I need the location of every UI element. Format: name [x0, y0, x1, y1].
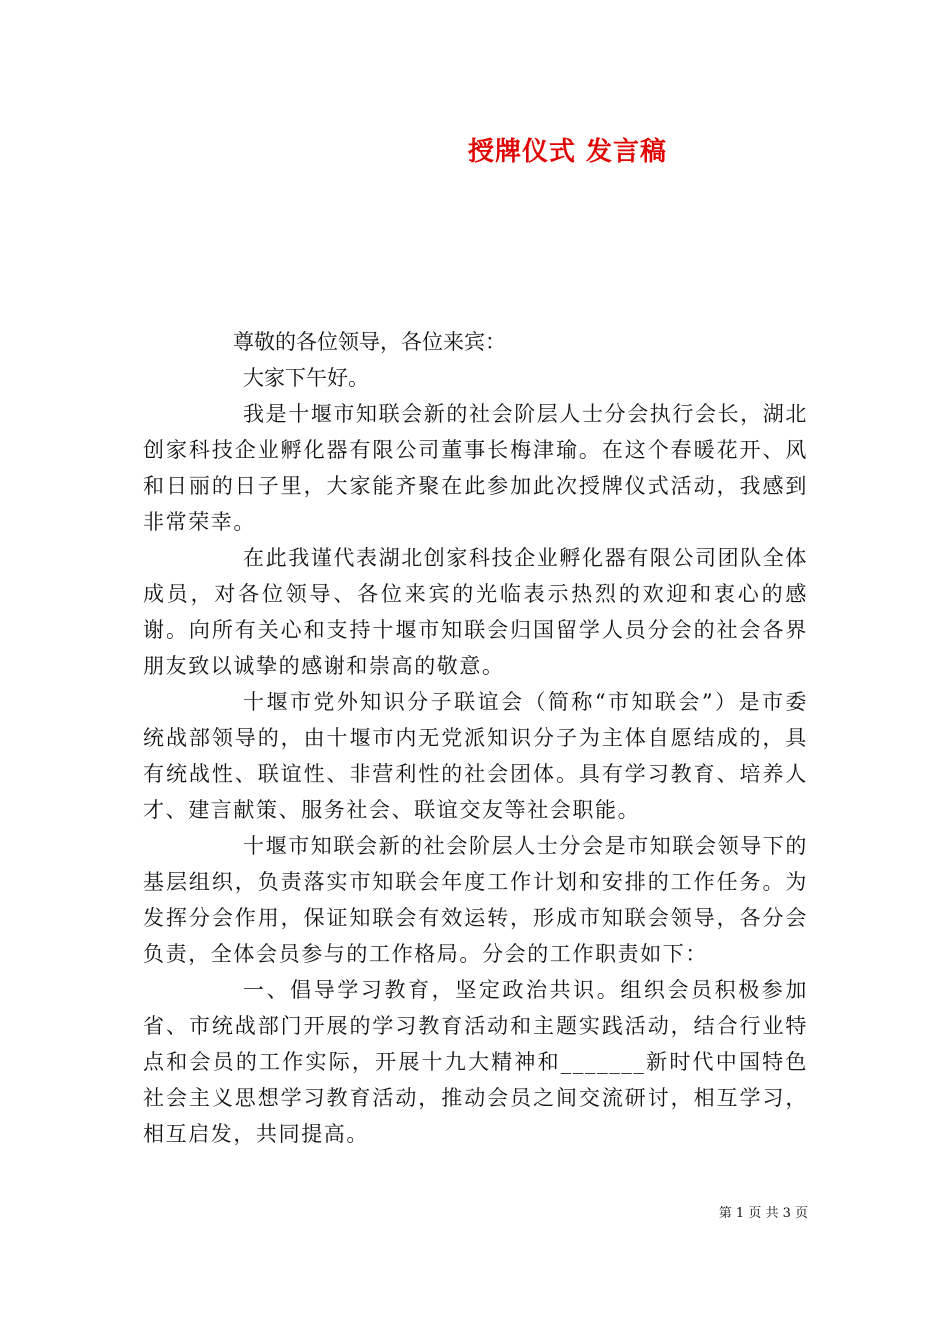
greeting: 大家下午好。	[243, 366, 369, 390]
paragraph: 我是十堰市知联会新的社会阶层人士分会执行会长，湖北创家科技企业孵化器有限公司董事长梅津瑜。在这个春暖花开、风和日丽的日子里，大家能齐聚在此参加此次授牌仪式活动，我感到非常荣幸。	[143, 402, 808, 534]
salutation: 尊敬的各位领导，各位来宾：	[233, 330, 506, 354]
paragraph: 十堰市党外知识分子联谊会（简称“市知联会”）是市委统战部领导的，由十堰市内无党派知识分子为主体自愿结成的，具有统战性、联谊性、非营利性的社会团体。具有学习教育、培养人才、建言献策、服务社会、联谊交友等社会职能。	[143, 690, 808, 822]
document-body	[143, 324, 808, 1152]
document-title: 授牌仪式 发言稿	[467, 137, 668, 167]
paragraph: 一、倡导学习教育，坚定政治共识。组织会员积极参加省、市统战部门开展的学习教育活动和主题实践活动，结合行业特点和会员的工作实际，开展十九大精神和_______新时代中国特色社会主义思想学习教育活动，推动会员之间交流研讨，相互学习，相互启发，共同提高。	[143, 978, 808, 1146]
page-number: 第 1 页 共 3 页	[718, 1206, 808, 1221]
paragraph: 十堰市知联会新的社会阶层人士分会是市知联会领导下的基层组织，负责落实市知联会年度工作计划和安排的工作任务。为发挥分会作用，保证知联会有效运转，形成市知联会领导，各分会负责，全体会员参与的工作格局。分会的工作职责如下：	[143, 834, 808, 966]
paragraph: 在此我谨代表湖北创家科技企业孵化器有限公司团队全体成员，对各位领导、各位来宾的光临表示热烈的欢迎和衷心的感谢。向所有关心和支持十堰市知联会归国留学人员分会的社会各界朋友致以诚挚的感谢和崇高的敬意。	[143, 546, 808, 678]
